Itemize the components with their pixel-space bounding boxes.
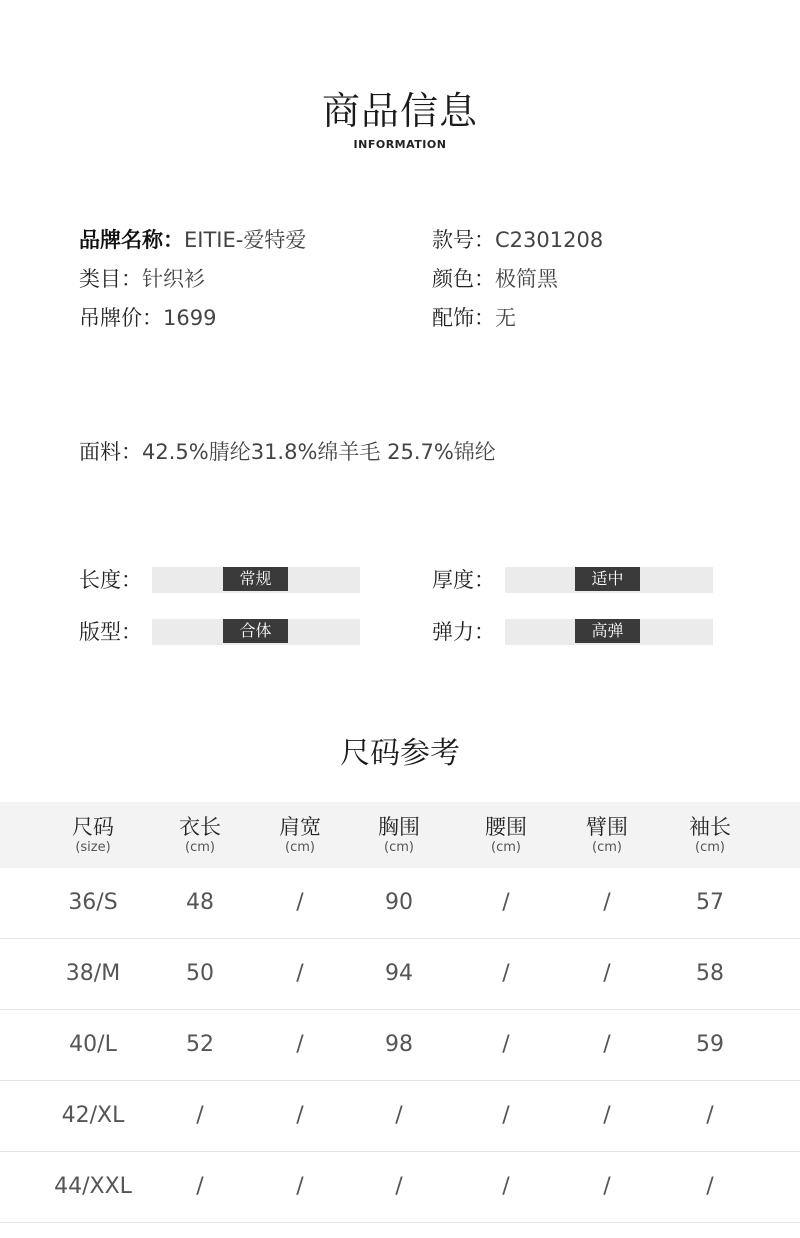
size-table-header bbox=[0, 802, 800, 868]
attribute-fit bbox=[79, 618, 369, 646]
section-header-information bbox=[0, 88, 800, 151]
table-cell: / bbox=[603, 1174, 611, 1199]
attribute-label: 长度： bbox=[79, 568, 142, 592]
table-row bbox=[0, 939, 800, 1010]
column-header-shoulder bbox=[250, 814, 350, 856]
column-header-unit: (cm) bbox=[185, 840, 215, 855]
color-value: 极简黑 bbox=[495, 267, 558, 291]
table-cell: / bbox=[603, 1032, 611, 1057]
column-header-cn: 腰围 bbox=[485, 815, 527, 839]
info-row bbox=[79, 264, 719, 303]
page-title: 商品信息 bbox=[321, 89, 478, 133]
table-cell: 58 bbox=[696, 961, 724, 986]
color-field bbox=[432, 264, 558, 294]
brand-value: EITIE-爱特爱 bbox=[184, 228, 307, 252]
column-header-cn: 袖长 bbox=[689, 815, 731, 839]
column-header-arm bbox=[557, 814, 657, 856]
attribute-value-chip: 适中 bbox=[575, 567, 640, 591]
table-cell: / bbox=[502, 1032, 510, 1057]
table-cell: 44/XXL bbox=[54, 1174, 132, 1199]
attribute-value-chip: 常规 bbox=[223, 567, 288, 591]
column-header-cn: 臂围 bbox=[586, 815, 628, 839]
fabric-value: 42.5%腈纶31.8%绵羊毛 25.7%锦纶 bbox=[142, 440, 496, 464]
table-row bbox=[0, 1152, 800, 1223]
table-cell: 90 bbox=[385, 890, 413, 915]
accessory-value: 无 bbox=[495, 306, 516, 330]
table-row bbox=[0, 1081, 800, 1152]
info-row bbox=[79, 303, 719, 342]
category-field bbox=[79, 264, 205, 294]
column-header-chest bbox=[349, 814, 449, 856]
table-cell: 50 bbox=[186, 961, 214, 986]
category-label: 类目： bbox=[79, 267, 142, 291]
page-subtitle: INFORMATION bbox=[353, 138, 447, 151]
table-cell: / bbox=[395, 1103, 403, 1128]
column-header-unit: (cm) bbox=[285, 840, 315, 855]
info-row bbox=[79, 225, 719, 264]
table-cell: 57 bbox=[696, 890, 724, 915]
brand-field bbox=[79, 225, 306, 255]
column-header-unit: (cm) bbox=[592, 840, 622, 855]
column-header-cn: 衣长 bbox=[179, 815, 221, 839]
price-value: 1699 bbox=[163, 306, 217, 330]
column-header-cn: 胸围 bbox=[378, 815, 420, 839]
column-header-unit: (size) bbox=[75, 840, 111, 855]
attribute-elasticity bbox=[432, 618, 722, 646]
price-label: 吊牌价： bbox=[79, 306, 163, 330]
attribute-length bbox=[79, 566, 369, 594]
column-header-size bbox=[43, 814, 143, 856]
column-header-cn: 肩宽 bbox=[279, 815, 321, 839]
table-cell: / bbox=[296, 961, 304, 986]
style-no-value: C2301208 bbox=[495, 228, 604, 252]
table-cell: / bbox=[296, 1032, 304, 1057]
style-no-label: 款号： bbox=[432, 228, 495, 252]
attribute-label: 版型： bbox=[79, 620, 142, 644]
table-cell: / bbox=[502, 961, 510, 986]
table-cell: / bbox=[296, 1103, 304, 1128]
fabric-label: 面料： bbox=[79, 440, 142, 464]
table-cell: / bbox=[502, 1174, 510, 1199]
table-cell: / bbox=[196, 1103, 204, 1128]
table-cell: / bbox=[296, 1174, 304, 1199]
column-header-cn: 尺码 bbox=[72, 815, 114, 839]
column-header-unit: (cm) bbox=[491, 840, 521, 855]
table-cell: / bbox=[296, 890, 304, 915]
accessory-field bbox=[432, 303, 516, 333]
table-cell: 36/S bbox=[68, 890, 118, 915]
accessory-label: 配饰： bbox=[432, 306, 495, 330]
attribute-value-chip: 合体 bbox=[223, 619, 288, 643]
attribute-label: 弹力： bbox=[432, 620, 495, 644]
table-cell: / bbox=[196, 1174, 204, 1199]
size-chart-table bbox=[0, 802, 800, 1223]
table-cell: 38/M bbox=[65, 961, 121, 986]
table-cell: / bbox=[603, 961, 611, 986]
column-header-waist bbox=[456, 814, 556, 856]
table-row bbox=[0, 1010, 800, 1081]
attribute-label: 厚度： bbox=[432, 568, 495, 592]
column-header-unit: (cm) bbox=[695, 840, 725, 855]
column-header-unit: (cm) bbox=[384, 840, 414, 855]
color-label: 颜色： bbox=[432, 267, 495, 291]
table-cell: / bbox=[706, 1103, 714, 1128]
table-cell: / bbox=[603, 1103, 611, 1128]
fabric-composition bbox=[79, 436, 496, 468]
category-value: 针织衫 bbox=[142, 267, 205, 291]
table-cell: 40/L bbox=[69, 1032, 117, 1057]
table-cell: 98 bbox=[385, 1032, 413, 1057]
table-cell: 52 bbox=[186, 1032, 214, 1057]
table-cell: 48 bbox=[186, 890, 214, 915]
table-cell: 42/XL bbox=[61, 1103, 125, 1128]
table-row bbox=[0, 868, 800, 939]
column-header-sleeve bbox=[660, 814, 760, 856]
brand-label: 品牌名称： bbox=[79, 228, 184, 252]
table-cell: / bbox=[395, 1174, 403, 1199]
table-cell: 94 bbox=[385, 961, 413, 986]
table-cell: / bbox=[502, 890, 510, 915]
price-field bbox=[79, 303, 216, 333]
table-cell: / bbox=[706, 1174, 714, 1199]
product-info-grid bbox=[79, 225, 719, 342]
column-header-length bbox=[150, 814, 250, 856]
table-cell: / bbox=[502, 1103, 510, 1128]
attribute-value-chip: 高弹 bbox=[575, 619, 640, 643]
size-chart-title: 尺码参考 bbox=[340, 736, 460, 771]
table-cell: / bbox=[603, 890, 611, 915]
attribute-thickness bbox=[432, 566, 722, 594]
table-cell: 59 bbox=[696, 1032, 724, 1057]
style-no-field bbox=[432, 225, 603, 255]
